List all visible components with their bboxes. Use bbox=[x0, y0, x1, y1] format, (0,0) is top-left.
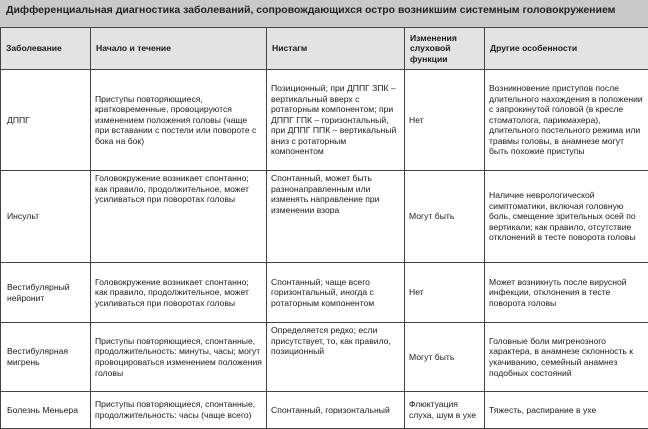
disease-cell: Вестибулярная мигрень bbox=[1, 323, 91, 392]
disease-cell: Болезнь Меньера bbox=[1, 392, 91, 429]
hearing-cell: Могут быть bbox=[405, 323, 485, 392]
hearing-cell: Нет bbox=[405, 263, 485, 323]
table-row bbox=[1, 70, 648, 171]
onset-cell: Головокружение возникает спонтанно; как правило, продолжительное, может усиливаться при поворотах головы bbox=[91, 263, 267, 323]
onset-cell: Приступы повторяющиеся, кратковременные, провоцируются изменением положения головы (чаще при вставании с постели или повороте с бока на бок) bbox=[91, 70, 267, 171]
onset-cell: Головокружение возникает спонтанно; как правило, продолжительное, может усиливаться при поворотах головы bbox=[91, 171, 267, 263]
nystagmus-cell: Спонтанный, может быть разнонаправленным или изменять направление при изменении взора bbox=[267, 171, 405, 263]
hearing-cell: Флюктуация слуха, шум в ухе bbox=[405, 392, 485, 429]
header-hearing: Изменения слуховой функции bbox=[405, 28, 485, 70]
disease-cell: ДППГ bbox=[1, 70, 91, 171]
table-title: Дифференциальная диагностика заболеваний, сопровождающихся остро возникшим системным головокружением bbox=[0, 0, 648, 27]
table-row bbox=[1, 263, 648, 323]
other-cell: Может возникнуть после вирусной инфекции, отклонения в тесте поворота головы bbox=[485, 263, 648, 323]
disease-cell: Инсульт bbox=[1, 171, 91, 263]
nystagmus-cell: Спонтанный; чаще всего горизонтальный, иногда с ротаторным компонентом bbox=[267, 263, 405, 323]
header-row bbox=[1, 28, 648, 70]
hearing-cell: Нет bbox=[405, 70, 485, 171]
header-onset: Начало и течение bbox=[91, 28, 267, 70]
other-cell: Тяжесть, распирание в ухе bbox=[485, 392, 648, 429]
header-other: Другие особенности bbox=[485, 28, 648, 70]
nystagmus-cell: Определяется редко; если присутствует, то, как правило, позиционный bbox=[267, 323, 405, 392]
disease-cell: Вестибулярный нейронит bbox=[1, 263, 91, 323]
hearing-cell: Могут быть bbox=[405, 171, 485, 263]
table-row bbox=[1, 171, 648, 263]
onset-cell: Приступы повторяющиеся, спонтанные, продолжительность: минуты, часы; могут провоцироваться изменением положения головы bbox=[91, 323, 267, 392]
other-cell: Головные боли мигренозного характера, в анамнезе склонность к укачиванию, семейный анамнез подобных состояний bbox=[485, 323, 648, 392]
header-disease: Заболевание bbox=[1, 28, 91, 70]
other-cell: Наличие неврологической симптоматики, включая головную боль, смещение зрительных осей по вертикали; как правило, отсутствие отклонений в тесте поворота головы bbox=[485, 171, 648, 263]
other-cell: Возникновение приступов после длительного нахождения в положении с запрокинутой головой (в кресле стоматолога, парикмахера), длительного постельного режима или травмы головы, в анамнезе могут быть похожие приступы bbox=[485, 70, 648, 171]
table-row bbox=[1, 392, 648, 429]
header-nystagmus: Нистагм bbox=[267, 28, 405, 70]
nystagmus-cell: Спонтанный, горизонтальный bbox=[267, 392, 405, 429]
table-row bbox=[1, 323, 648, 392]
nystagmus-cell: Позиционный; при ДППГ ЗПК – вертикальный вверх с ротаторным компонентом; при ДППГ ГПК – горизонтальный, при ДППГ ППК – вертикальный вниз с ротаторным компонентом bbox=[267, 70, 405, 171]
onset-cell: Приступы повторяющиеся, спонтанные, продолжительность: часы (чаще всего) bbox=[91, 392, 267, 429]
diagnosis-table bbox=[0, 27, 648, 429]
